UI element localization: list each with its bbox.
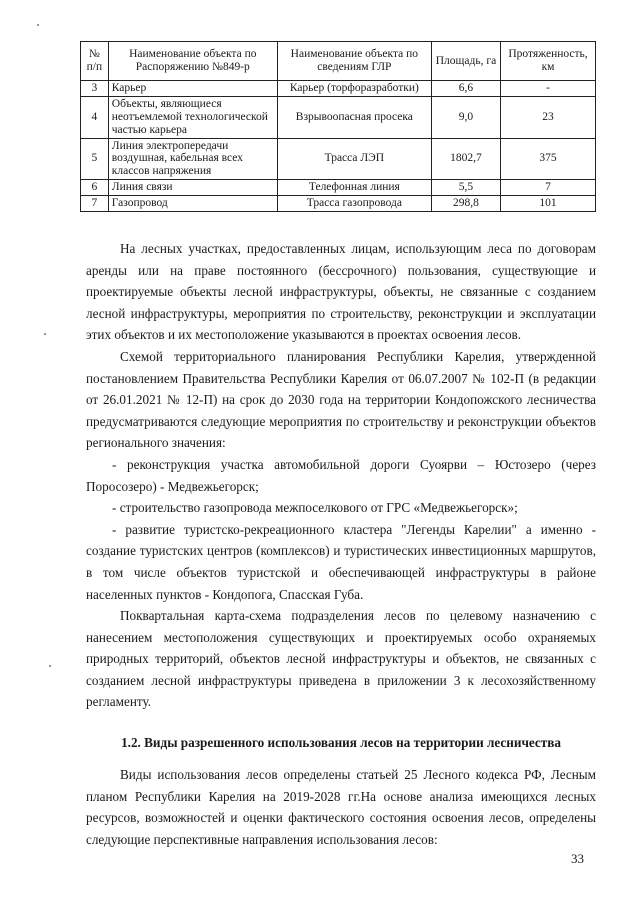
cell-grp: Трасса газопровода: [277, 196, 431, 212]
paragraph-usage-types: Виды использования лесов определены статьей 25 Лесного кодекса РФ, Лесным планом Республики Карелия на 2019-2028 гг.На основе анализа имеющихся лесных ресурсов, возможностей и оценки фактического состояния освоения лесов, определены следующие перспективные направления использования лесов:: [86, 767, 596, 847]
table-row: [81, 81, 596, 97]
cell-num: 5: [81, 138, 109, 180]
cell-num: 4: [81, 96, 109, 138]
paragraph-road-reconstruction: - реконструкция участка автомобильной дороги Суоярви – Юстозеро (через Поросозеро) - Медвежьегорск;: [86, 456, 596, 494]
paragraph-tourism-cluster: - развитие туристско-рекреационного кластера "Легенды Карелии" а именно - создание туристских центров (комплексов) и туристических инвестиционных маршрутов, в том числе объектов туристской и обеспечивающей инфраструктуры в районе населенных пунктов - Кондопога, Спасская Губа.: [86, 521, 596, 602]
cell-name: Газопровод: [108, 196, 277, 212]
table-row: [81, 196, 596, 212]
cell-num: 6: [81, 180, 109, 196]
cell-length: -: [501, 81, 596, 97]
page-number: 33: [571, 851, 584, 866]
cell-name: Линия электропередачи воздушная, кабельная всех классов напряжения: [108, 138, 277, 180]
cell-length: 101: [501, 196, 596, 212]
paragraph-gas-pipeline: - строительство газопровода межпоселкового от ГРС «Медвежьегорск»;: [112, 500, 518, 516]
cell-area: 6,6: [431, 81, 500, 97]
paragraph-map-scheme: Поквартальная карта-схема подразделения лесов по целевому назначению с нанесением местоположения существующих и проектируемых особо охраняемых природных территорий, объектов лесной инфраструктуры и объектов, не связанных с созданием лесной инфраструктуры приведена в приложении 3 к лесохозяйственному регламенту.: [86, 608, 596, 710]
cell-length: 23: [501, 96, 596, 138]
cell-area: 298,8: [431, 196, 500, 212]
cell-name: Линия связи: [108, 180, 277, 196]
cell-num: 3: [81, 81, 109, 97]
cell-area: 5,5: [431, 180, 500, 196]
body-text-upper: [86, 238, 596, 713]
cell-name: Карьер: [108, 81, 277, 97]
header-num: № п/п: [81, 42, 109, 81]
table-header-row: [81, 42, 596, 81]
table-row: [81, 96, 596, 138]
infrastructure-objects-table: [80, 41, 596, 212]
body-text-lower: [86, 764, 596, 850]
cell-length: 375: [501, 138, 596, 180]
table-row: [81, 138, 596, 180]
header-length: Протяженность, км: [501, 42, 596, 81]
scan-speck: [44, 333, 46, 335]
cell-area: 1802,7: [431, 138, 500, 180]
scan-speck: [37, 24, 39, 26]
cell-length: 7: [501, 180, 596, 196]
cell-grp: Карьер (торфоразработки): [277, 81, 431, 97]
paragraph-lease-objects: На лесных участках, предоставленных лицам, использующим леса по договорам аренды или на праве постоянного (бессрочного) пользования, существующие и проектируемые объекты лесной инфраструктуры, объекты, не связанные с созданием лесной инфраструктуры, мероприятия по строительству, реконструкции и эксплуатации этих объектов и их местоположение указываются в проектах освоения лесов.: [86, 241, 596, 343]
cell-area: 9,0: [431, 96, 500, 138]
cell-grp: Взрывоопасная просека: [277, 96, 431, 138]
header-grp: Наименование объекта по сведениям ГЛР: [277, 42, 431, 81]
cell-name: Объекты, являющиеся неотъемлемой технологической частью карьера: [108, 96, 277, 138]
header-area: Площадь, га: [431, 42, 500, 81]
scan-speck: [49, 665, 51, 667]
paragraph-territorial-scheme: Схемой территориального планирования Республики Карелия, утвержденной постановлением Правительства Республики Карелия от 06.07.2007 № 102-П (в редакции от 26.01.2021 № 12-П) на срок до 2030 года на территории Кондопожского лесничества предусматриваются следующие мероприятия по строительству и реконструкции объектов регионального значения:: [86, 348, 596, 451]
cell-num: 7: [81, 196, 109, 212]
cell-grp: Телефонная линия: [277, 180, 431, 196]
table-row: [81, 180, 596, 196]
header-name: Наименование объекта по Распоряжению №849-р: [108, 42, 277, 81]
section-heading: 1.2. Виды разрешенного использования лесов на территории лесничества: [121, 735, 561, 750]
cell-grp: Трасса ЛЭП: [277, 138, 431, 180]
